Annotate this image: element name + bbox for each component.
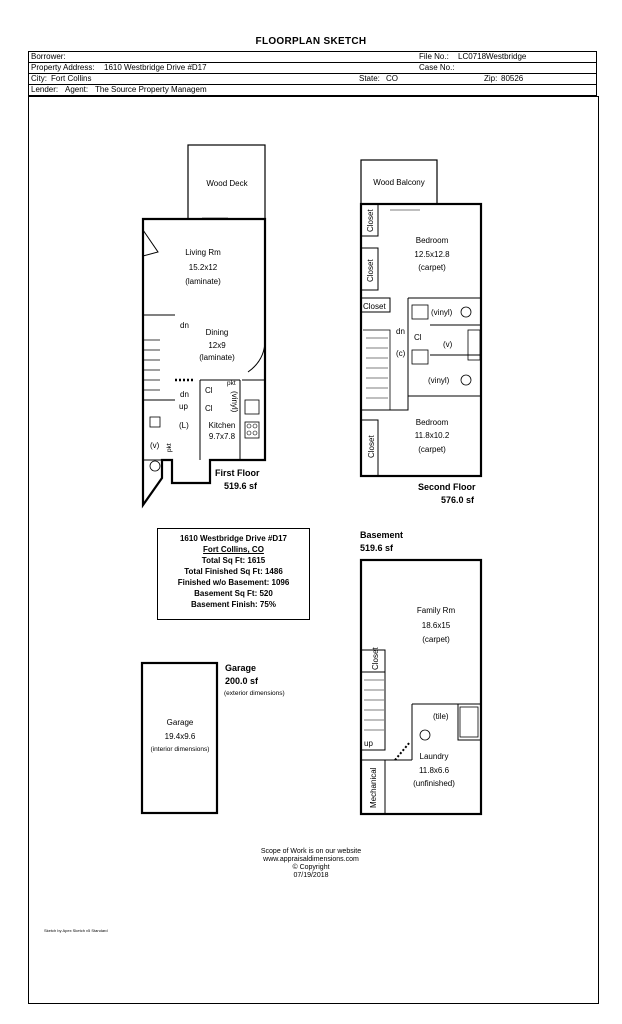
state-value: CO [386,74,398,83]
family-room-floor: (carpet) [422,635,450,644]
bedroom1-floor: (carpet) [418,263,446,272]
bedroom1-label: Bedroom [415,236,449,245]
kitchen-dim: 9.7x7.8 [208,432,236,441]
laundry-dim: 11.8x6.6 [418,766,450,775]
footer-website[interactable]: www.appraisaldimensions.com [263,856,359,863]
living-room-label: Living Rm [185,248,221,257]
page-title: FLOORPLAN SKETCH [255,36,367,47]
wood-deck-label: Wood Deck [206,179,248,188]
summary-basement-sqft: Basement Sq Ft: 520 [194,589,273,598]
first-pkt-label: pkt [227,380,236,387]
summary-city: Fort Collins, CO [203,545,264,554]
second-floor-area: 576.0 sf [441,495,475,505]
garage-name: Garage [166,718,194,727]
first-l-label: (L) [179,421,189,430]
first-up-label: up [179,402,188,411]
first-pkt2-label: pkt [166,443,173,452]
family-room-label: Family Rm [416,606,456,615]
living-room-dim: 15.2x12 [188,263,218,272]
second-cl-label: Cl [414,333,422,342]
mechanical-label: Mechanical [369,767,378,808]
first-cl2-label: Cl [205,404,213,413]
agent-value: The Source Property Managem [95,85,207,94]
dining-floor: (laminate) [199,353,235,362]
city-value: Fort Collins [51,74,92,83]
basement-label: Basement [360,530,404,540]
lender-label: Lender: [31,85,59,94]
vinyl1-label: (vinyl) [431,308,453,317]
zip-label: Zip: [484,74,498,83]
laundry-label: Laundry [419,752,449,761]
property-value: 1610 Westbridge Drive #D17 [104,63,207,72]
footer-date: 07/19/2018 [293,872,329,879]
garage-area: 200.0 sf [225,676,259,686]
summary-total-sqft: Total Sq Ft: 1615 [201,556,266,565]
first-floor-outline [143,219,265,505]
first-dn-label: dn [180,321,189,330]
first-dn2-label: dn [180,390,189,399]
second-floor-label: Second Floor [418,482,476,492]
borrower-label: Borrower: [31,52,66,61]
property-label: Property Address: [31,63,95,72]
dining-label: Dining [205,328,229,337]
file-no-value: LC0718Westbridge [458,52,527,61]
garage-heading: Garage [225,663,257,673]
first-floor-label: First Floor [215,468,260,478]
footer-scope: Scope of Work is on our website [260,848,362,855]
zip-value: 80526 [501,74,524,83]
city-label: City: [31,74,47,83]
second-v-label: (v) [443,340,453,349]
basement-closet-label: Closet [371,647,380,670]
first-v-label: (v) [150,441,160,450]
living-room-floor: (laminate) [185,277,221,286]
tile-label: (tile) [433,712,449,721]
fireplace-shape [143,230,158,256]
agent-label: Agent: [65,85,89,94]
bedroom1-dim: 12.5x12.8 [414,250,450,259]
first-vinyl-label: (vinyl) [230,391,239,413]
laundry-floor: (unfinished) [413,779,455,788]
wood-balcony-label: Wood Balcony [373,178,425,187]
summary-box [157,528,310,620]
summary-basement-finish: Basement Finish: 75% [191,600,276,609]
bedroom2-dim: 11.8x10.2 [414,431,450,440]
family-room-dim: 18.6x15 [421,621,451,630]
case-no-label: Case No.: [419,63,455,72]
basement-up-label: up [364,739,373,748]
kitchen-label: Kitchen [208,421,236,430]
file-no-label: File No.: [419,52,449,61]
bedroom2-label: Bedroom [415,418,449,427]
second-dn-label: dn [396,327,405,336]
closet1-label: Closet [366,209,375,232]
first-cl-label: Cl [205,386,213,395]
garage-ext-note: (exterior dimensions) [224,690,285,697]
summary-address: 1610 Westbridge Drive #D17 [179,534,287,543]
first-floor-area: 519.6 sf [224,481,258,491]
bedroom2-floor: (carpet) [418,445,446,454]
summary-finished-wo-basement: Finished w/o Basement: 1096 [177,578,290,587]
vinyl2-label: (vinyl) [428,376,450,385]
basement-area: 519.6 sf [360,543,394,553]
second-c-label: (c) [396,349,406,358]
dining-dim: 12x9 [208,341,226,350]
closet3-label: Closet [363,302,386,311]
closet2-label: Closet [366,259,375,282]
basement-outline [361,560,481,814]
garage-dim: 19.4x9.6 [164,732,196,741]
summary-total-finished: Total Finished Sq Ft: 1486 [184,567,283,576]
state-label: State: [359,74,380,83]
footer-copyright: © Copyright [292,864,330,871]
sketch-maker-note: Sketch by Apex Sketch v5 Standard [44,928,108,933]
closet4-label: Closet [367,435,376,458]
garage-int-note: (interior dimensions) [150,746,210,753]
